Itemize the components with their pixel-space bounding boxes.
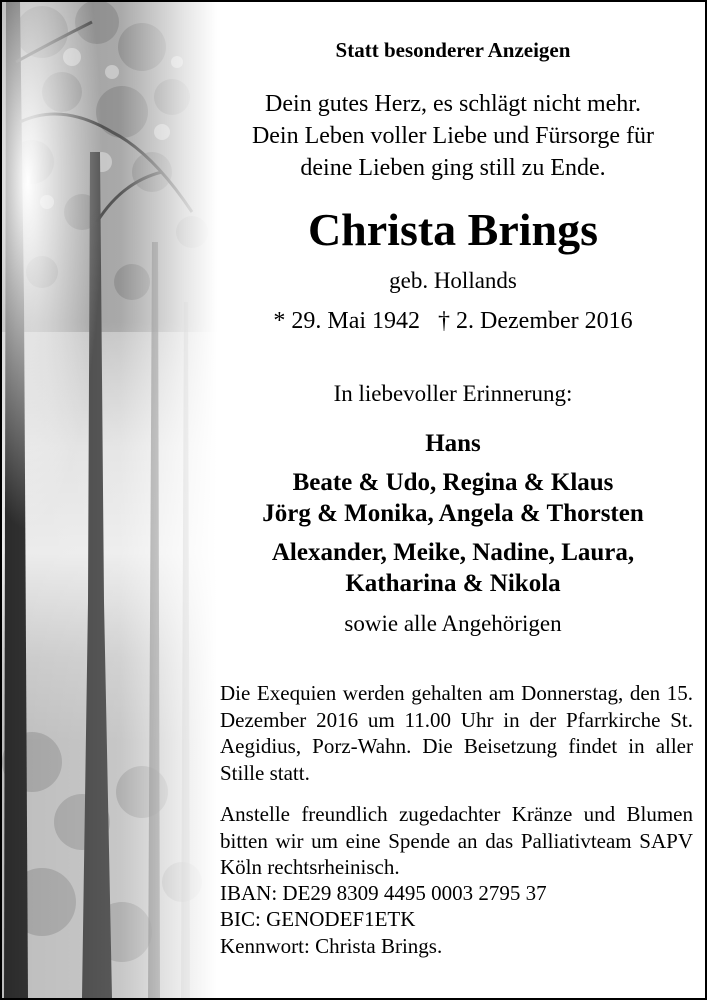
intro-line: Dein Leben voller Liebe und Fürsorge für [251, 123, 655, 149]
forest-photo [2, 2, 217, 998]
life-dates [214, 308, 692, 335]
mourner-line: Hans [425, 430, 481, 457]
mourner-line: Beate & Udo, Regina & Klaus [292, 469, 614, 496]
bic-line: BIC: GENODEF1ETK [220, 907, 416, 931]
kennwort-line: Kennwort: Christa Brings. [220, 934, 443, 958]
intro-line: Dein gutes Herz, es schlägt nicht mehr. [265, 91, 641, 117]
mourner-line: Katharina & Nikola [345, 570, 561, 597]
funeral-details: Die Exequien werden gehalten am Donnerstag, den 15. Dezember 2016 um 11.00 Uhr in der Pfarrkirche St. Aegidius, Porz-Wahn. Die Beisetzung findet in aller Stille statt. [220, 681, 693, 785]
mourner-line: Alexander, Meike, Nadine, Laura, [271, 539, 635, 566]
donation-request: Anstelle freundlich zugedachter Kränze und Blumen bitten wir um eine Spende an das Palliativteam SAPV Köln rechtsrheinisch. [220, 802, 693, 879]
mourner-line: Jörg & Monika, Angela & Thorsten [262, 500, 644, 527]
intro-line: deine Lieben ging still zu Ende. [300, 155, 606, 181]
death-date: † 2. Dezember 2016 [438, 308, 633, 334]
notice-header: Statt besonderer Anzeigen [335, 38, 571, 62]
intro-poem [214, 88, 692, 184]
deceased-name: Christa Brings [307, 204, 599, 255]
memory-line: In liebevoller Erinnerung: [333, 381, 573, 406]
iban-line: IBAN: DE29 8309 4495 0003 2795 37 [220, 881, 547, 905]
relatives-line: sowie alle Angehörigen [344, 611, 562, 636]
maiden-name: geb. Hollands [389, 268, 517, 293]
mourners-list [214, 428, 692, 599]
birth-date: * 29. Mai 1942 [273, 308, 421, 334]
text-column [214, 2, 692, 998]
